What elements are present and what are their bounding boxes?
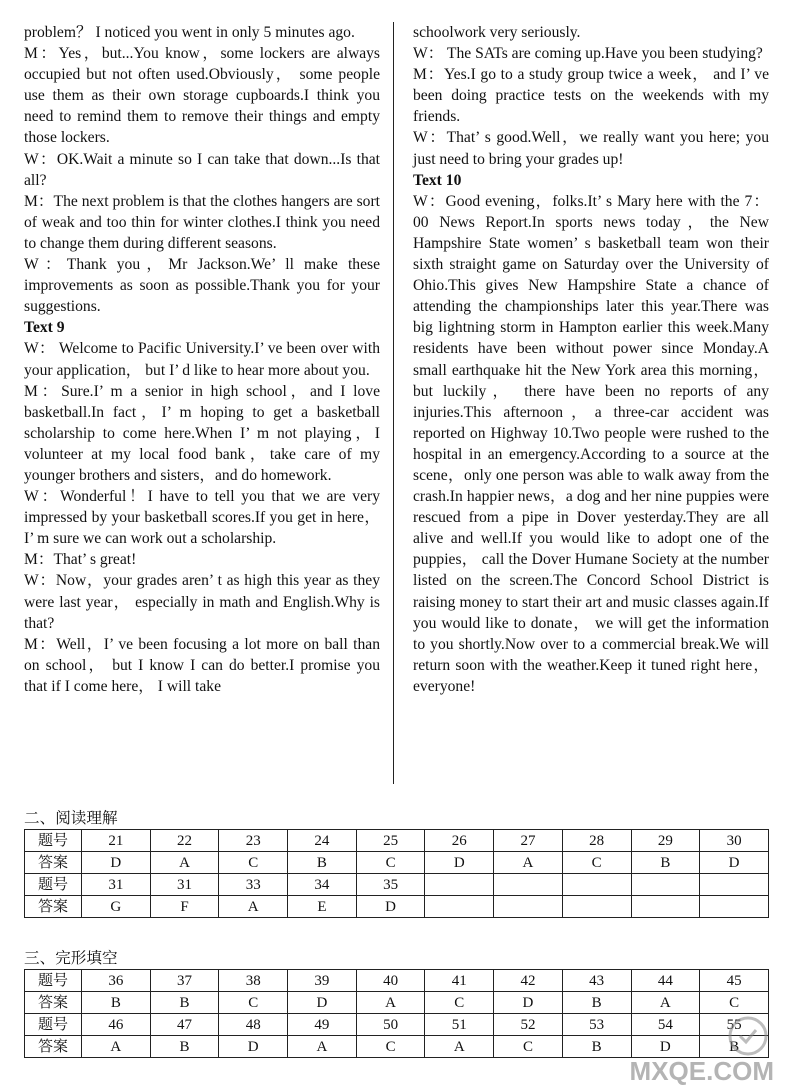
answer-cell: B xyxy=(150,992,219,1014)
answer-cell: G xyxy=(82,896,151,918)
answer-cell xyxy=(562,874,631,896)
answer-cell: 29 xyxy=(631,830,700,852)
answer-cell: 42 xyxy=(494,970,563,992)
dialogue-paragraph: M：Yes.I go to a study group twice a week， and I’ ve been doing practice tests on the weekends with my friends. xyxy=(413,66,769,126)
answer-cell: 55 xyxy=(700,1014,769,1036)
answer-cell: C xyxy=(494,1036,563,1058)
answer-cell xyxy=(631,874,700,896)
answer-cell: D xyxy=(219,1036,288,1058)
answer-cell: 38 xyxy=(219,970,288,992)
answer-cell: C xyxy=(356,852,425,874)
answer-cell: A xyxy=(631,992,700,1014)
answer-table-row xyxy=(25,830,769,852)
answer-cell: 53 xyxy=(562,1014,631,1036)
answer-cell: B xyxy=(82,992,151,1014)
answer-table-row xyxy=(25,970,769,992)
row-label: 题号 xyxy=(25,1014,82,1036)
row-label: 答案 xyxy=(25,896,82,918)
answer-cell xyxy=(494,874,563,896)
dialogue-paragraph: M：That’ s great! xyxy=(24,551,137,569)
answer-cell: 31 xyxy=(82,874,151,896)
answer-cell: 48 xyxy=(219,1014,288,1036)
answer-table-row xyxy=(25,874,769,896)
right-text-column xyxy=(413,22,769,697)
answer-table-row xyxy=(25,896,769,918)
answer-cell: C xyxy=(425,992,494,1014)
answer-cell: E xyxy=(288,896,357,918)
answer-cell: 36 xyxy=(82,970,151,992)
dialogue-paragraph: W：That’ s good.Well，we really want you here; you just need to bring your grades up! xyxy=(413,129,769,168)
answer-cell: F xyxy=(150,896,219,918)
reading-answer-table xyxy=(24,829,769,918)
answer-cell: B xyxy=(288,852,357,874)
row-label: 题号 xyxy=(25,874,82,896)
answer-cell xyxy=(700,896,769,918)
site-watermark-logo xyxy=(598,1012,778,1086)
dialogue-paragraph: M：Well，I’ ve been focusing a lot more on ball than on school， but I know I can do better.I promise you that if I come here， I will take xyxy=(24,635,380,695)
dialogue-paragraph: W： The SATs are coming up.Have you been studying? xyxy=(413,45,763,63)
answer-cell: B xyxy=(700,1036,769,1058)
answer-cell: C xyxy=(219,852,288,874)
watermark-text: MXQE.COM xyxy=(629,1056,774,1086)
answer-cell: 45 xyxy=(700,970,769,992)
answer-cell: 21 xyxy=(82,830,151,852)
answer-cell: 43 xyxy=(562,970,631,992)
answer-cell: C xyxy=(219,992,288,1014)
answer-cell: 52 xyxy=(494,1014,563,1036)
dialogue-paragraph: problem？ I noticed you went in only 5 minutes ago. xyxy=(24,24,355,41)
row-label: 题号 xyxy=(25,970,82,992)
answer-cell: B xyxy=(150,1036,219,1058)
answer-cell: 41 xyxy=(425,970,494,992)
answer-cell: B xyxy=(631,852,700,874)
dialogue-paragraph: schoolwork very seriously. xyxy=(413,24,581,41)
dialogue-paragraph: M：The next problem is that the clothes hangers are sort of weak and too thin for winter clothes.I think you need to change them during different seasons. xyxy=(24,192,380,252)
left-text-column xyxy=(24,22,380,697)
answer-cell: 33 xyxy=(219,874,288,896)
text-heading: Text 9 xyxy=(24,319,65,337)
answer-cell: A xyxy=(219,896,288,918)
answer-cell: D xyxy=(494,992,563,1014)
answer-cell: 50 xyxy=(356,1014,425,1036)
answer-cell: B xyxy=(562,1036,631,1058)
answer-cell: 54 xyxy=(631,1014,700,1036)
answer-cell: B xyxy=(562,992,631,1014)
answer-cell: A xyxy=(82,1036,151,1058)
answer-cell: 22 xyxy=(150,830,219,852)
answer-cell: 23 xyxy=(219,830,288,852)
answer-cell: A xyxy=(425,1036,494,1058)
answer-cell xyxy=(494,896,563,918)
answer-cell: 35 xyxy=(356,874,425,896)
answer-cell xyxy=(562,896,631,918)
answer-cell: C xyxy=(562,852,631,874)
answer-cell xyxy=(425,896,494,918)
answer-cell: D xyxy=(631,1036,700,1058)
answer-cell: 51 xyxy=(425,1014,494,1036)
answer-cell xyxy=(425,874,494,896)
answer-cell: A xyxy=(288,1036,357,1058)
answer-cell: 25 xyxy=(356,830,425,852)
answer-cell: 44 xyxy=(631,970,700,992)
answer-cell: A xyxy=(494,852,563,874)
answer-cell xyxy=(700,874,769,896)
cloze-section-title: 三、完形填空 xyxy=(24,950,118,967)
answer-table-row xyxy=(25,992,769,1014)
answer-cell: D xyxy=(700,852,769,874)
dialogue-paragraph: W：OK.Wait a minute so I can take that down...Is that all? xyxy=(24,150,380,189)
dialogue-paragraph: W：Thank you，Mr Jackson.We’ ll make these improvements as soon as possible.Thank you for your suggestions. xyxy=(24,256,380,316)
answer-cell: A xyxy=(150,852,219,874)
answer-cell xyxy=(631,896,700,918)
dialogue-paragraph: M：Sure.I’ m a senior in high school，and I love basketball.In fact，I’ m hoping to get a basketball scholarship to come here.When I’ m not playing，I volunteer at my local food bank，take care of my younger brothers and sisters，and do homework. xyxy=(24,382,380,484)
row-label: 答案 xyxy=(25,852,82,874)
answer-cell: 39 xyxy=(288,970,357,992)
answer-cell: 34 xyxy=(288,874,357,896)
answer-cell: 37 xyxy=(150,970,219,992)
text-heading: Text 10 xyxy=(413,171,462,189)
answer-cell: D xyxy=(356,896,425,918)
answer-cell: C xyxy=(700,992,769,1014)
row-label: 答案 xyxy=(25,1036,82,1058)
answer-cell: 30 xyxy=(700,830,769,852)
answer-cell: 47 xyxy=(150,1014,219,1036)
answer-cell: 49 xyxy=(288,1014,357,1036)
answer-table-row xyxy=(25,852,769,874)
dialogue-paragraph: W：Now，your grades aren’ t as high this year as they were last year， especially in math and English.Why is that? xyxy=(24,572,380,632)
answer-cell: 26 xyxy=(425,830,494,852)
answer-cell: D xyxy=(288,992,357,1014)
answer-cell: A xyxy=(356,992,425,1014)
row-label: 答案 xyxy=(25,992,82,1014)
dialogue-paragraph: W：Good evening，folks.It’ s Mary here with the 7：00 News Report.In sports news today，the New Hampshire State women’ s basketball team won their sixth straight game on Saturday over the University of Ohio.This gives New Hampshire State a chance of attending the championships later this year.There was big lightning storm in Hampton earlier this week.Many residents have been without power since Monday.A small earthquake hit the New York area this morning， but luckily， there have been no reports of any injuries.This afternoon，a three-car accident was reported on Highway 10.Two people were rushed to the hospital in an emergency.According to a source at the scene，only one person was able to walk away from the crash.In happier news，a dog and her nine puppies were rescued from a pipe in Dover yesterday.They are all alive and well.If you would like to adopt one of the puppies， call the Dover Humane Society at the number listed on the screen.The Concord School District is raising money to start their art and music classes again.If you would like to donate， we will get the information to you shortly.Now over to a commercial break.We will return soon with the weather.Keep it tuned right here，everyone! xyxy=(413,192,769,695)
answer-cell: 40 xyxy=(356,970,425,992)
answer-cell: 28 xyxy=(562,830,631,852)
reading-section-title: 二、阅读理解 xyxy=(24,810,118,827)
answer-cell: 24 xyxy=(288,830,357,852)
dialogue-paragraph: M：Yes，but...You know，some lockers are always occupied but not often used.Obviously， some people use them as their own storage cupboards.I think you need to remind them to remove their things and empty those lockers. xyxy=(24,45,380,147)
dialogue-paragraph: W： Welcome to Pacific University.I’ ve been over with your application， but I’ d like to hear more about you. xyxy=(24,340,380,379)
answer-cell: 31 xyxy=(150,874,219,896)
row-label: 题号 xyxy=(25,830,82,852)
answer-cell: 46 xyxy=(82,1014,151,1036)
answer-cell: D xyxy=(82,852,151,874)
answer-cell: 27 xyxy=(494,830,563,852)
column-divider xyxy=(393,22,394,784)
answer-cell: C xyxy=(356,1036,425,1058)
dialogue-paragraph: W：Wonderful！I have to tell you that we are very impressed by your basketball scores.If you get in here，I’ m sure we can work out a scholarship. xyxy=(24,488,380,548)
answer-cell: D xyxy=(425,852,494,874)
